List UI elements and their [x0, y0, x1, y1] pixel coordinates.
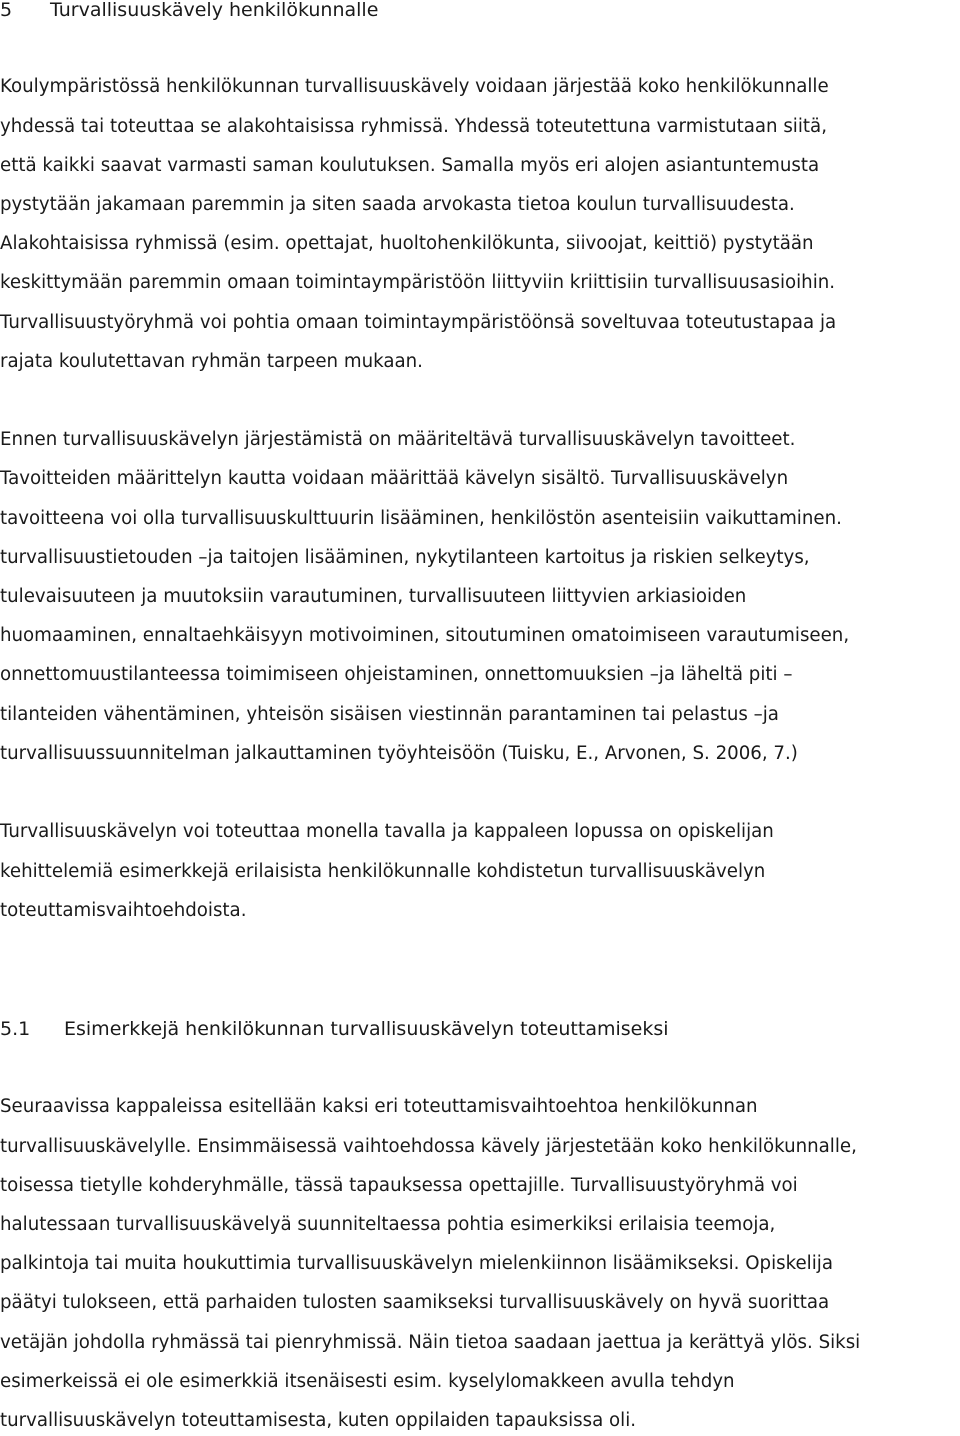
section-heading-5-1	[0, 1016, 669, 1042]
text-line: yhdessä tai toteuttaa se alakohtaisissa ryhmissä. Yhdessä toteutettuna varmistutaan siitä,	[0, 116, 827, 137]
section-title: Esimerkkejä henkilökunnan turvallisuuskävelyn toteuttamiseksi	[64, 1018, 669, 1040]
text-line: pystytään jakamaan paremmin ja siten saada arvokasta tietoa koulun turvallisuudesta.	[0, 194, 795, 215]
text-line: esimerkeissä ei ole esimerkkiä itsenäisesti esim. kyselylomakkeen avulla tehdyn	[0, 1371, 735, 1392]
text-line: Alakohtaisissa ryhmissä (esim. opettajat, huoltohenkilökunta, siivoojat, keittiö) pystytään	[0, 233, 814, 254]
section-heading-5	[0, 0, 378, 23]
text-line: vetäjän johdolla ryhmässä tai pienryhmissä. Näin tietoa saadaan jaettua ja kerättyä ylös. Siksi	[0, 1332, 861, 1353]
text-line: onnettomuustilanteessa toimimiseen ohjeistaminen, onnettomuuksien –ja läheltä piti –	[0, 664, 793, 685]
text-line: turvallisuuskävelyn toteuttamisesta, kuten oppilaiden tapauksissa oli.	[0, 1410, 637, 1431]
text-line: Seuraavissa kappaleissa esitellään kaksi eri toteuttamisvaihtoehtoa henkilökunnan	[0, 1096, 758, 1117]
text-line: halutessaan turvallisuuskävelyä suunniteltaessa pohtia esimerkiksi erilaisia teemoja,	[0, 1214, 776, 1235]
text-line: Ennen turvallisuuskävelyn järjestämistä on määriteltävä turvallisuuskävelyn tavoitteet.	[0, 429, 796, 450]
text-line: Tavoitteiden määrittelyn kautta voidaan määrittää kävelyn sisältö. Turvallisuuskävelyn	[0, 468, 789, 489]
section-title: Turvallisuuskävely henkilökunnalle	[50, 0, 379, 21]
text-line: keskittymään paremmin omaan toimintaympäristöön liittyviin kriittisiin turvallisuusasioihin.	[0, 272, 836, 293]
text-line: kehittelemiä esimerkkejä erilaisista henkilökunnalle kohdistetun turvallisuuskävelyn	[0, 861, 766, 882]
text-line: Turvallisuuskävelyn voi toteuttaa monella tavalla ja kappaleen lopussa on opiskelijan	[0, 821, 774, 842]
text-line: tavoitteena voi olla turvallisuuskulttuurin lisääminen, henkilöstön asenteisiin vaikuttaminen.	[0, 508, 842, 529]
text-line: huomaaminen, ennaltaehkäisyyn motivoiminen, sitoutuminen omatoimiseen varautumiseen,	[0, 625, 850, 646]
section-number: 5.1	[0, 1018, 31, 1040]
text-line: toteuttamisvaihtoehdoista.	[0, 900, 247, 921]
text-line: että kaikki saavat varmasti saman koulutuksen. Samalla myös eri alojen asiantuntemusta	[0, 155, 820, 176]
text-line: tilanteiden vähentäminen, yhteisön sisäisen viestinnän parantaminen tai pelastus –ja	[0, 704, 779, 725]
text-line: turvallisuustietouden –ja taitojen lisääminen, nykytilanteen kartoitus ja riskien selkeytys,	[0, 547, 810, 568]
text-line: palkintoja tai muita houkuttimia turvallisuuskävelyn mielenkiinnon lisäämikseksi. Opiskelija	[0, 1253, 833, 1274]
text-line: toisessa tietylle kohderyhmälle, tässä tapauksessa opettajille. Turvallisuustyöryhmä voi	[0, 1175, 798, 1196]
text-line: päätyi tulokseen, että parhaiden tulosten saamikseksi turvallisuuskävely on hyvä suorittaa	[0, 1292, 830, 1313]
text-line: Koulympäristössä henkilökunnan turvallisuuskävely voidaan järjestää koko henkilökunnalle	[0, 76, 829, 97]
text-line: tulevaisuuteen ja muutoksiin varautuminen, turvallisuuteen liittyvien arkiasioiden	[0, 586, 747, 607]
text-line: rajata koulutettavan ryhmän tarpeen mukaan.	[0, 351, 423, 372]
text-line: turvallisuussuunnitelman jalkauttaminen työyhteisöön (Tuisku, E., Arvonen, S. 2006, 7.)	[0, 743, 798, 764]
text-line: turvallisuuskävelylle. Ensimmäisessä vaihtoehdossa kävely järjestetään koko henkilökunnalle,	[0, 1136, 857, 1157]
text-line: Turvallisuustyöryhmä voi pohtia omaan toimintaympäristöönsä soveltuvaa toteutustapaa ja	[0, 312, 837, 333]
section-number: 5	[0, 0, 13, 21]
